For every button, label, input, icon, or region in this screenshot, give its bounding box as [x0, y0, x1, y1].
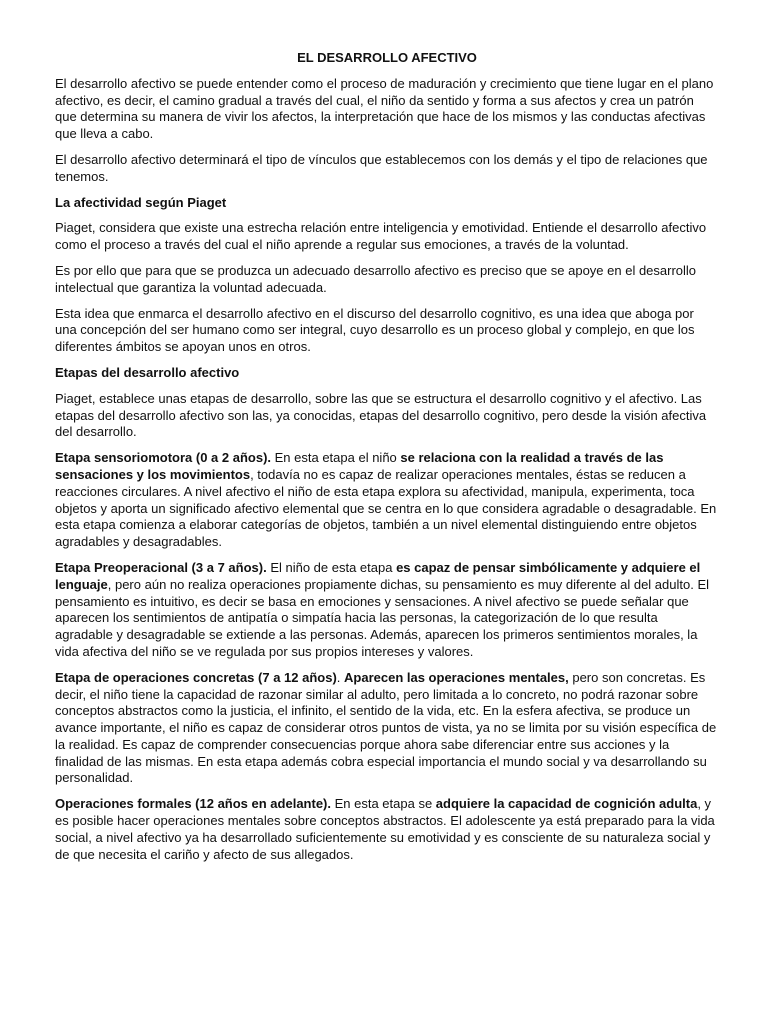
piaget-paragraph-1: Piaget, considera que existe una estrecha relación entre inteligencia y emotividad. Entiende el desarrollo afectivo como el proceso a través del cual el niño aprende a regular sus emociones, a través de la voluntad.: [55, 220, 707, 253]
stage-name: Etapa sensoriomotora (0 a 2 años).: [55, 450, 272, 466]
stage-text: pero son concretas. Es decir, el niño tiene la capacidad de razonar similar al adulto, pero limitada a lo concreto, no podrá razonar sobre conceptos abstractos como la justicia, el infinito, el sentido de la vida, etc. En la esfera afectiva, se produce un avance importante, el niño es capaz de considerar otros puntos de vista, ya no se limita por su visión específica de la realidad. Es capaz de comprender consecuencias porque ahora sabe diferenciar entre sus acciones y la finalidad de las mismas. En esta etapa además cobra especial importancia el mundo social y va desarrollando su personalidad.: [55, 669, 717, 786]
stage-operaciones-concretas: [55, 670, 719, 788]
stage-text: En esta etapa se: [331, 796, 436, 812]
stages-intro-paragraph: Piaget, establece unas etapas de desarrollo, sobre las que se estructura el desarrollo cognitivo y el afectivo. Las etapas del desarrollo afectivo son las, ya conocidas, etapas del desarrollo cognitivo, pero desde la visión afectiva del desarrollo.: [55, 390, 707, 440]
section-heading-stages: Etapas del desarrollo afectivo: [55, 364, 240, 380]
stage-name: Operaciones formales (12 años en adelante).: [55, 796, 331, 812]
stage-text: , todavía no es capaz de realizar operaciones mentales, éstas se reducen a reacciones circulares. A nivel afectivo el niño de esta etapa explora su afectividad, manipula, experimenta, toca objetos y aporta un significado afectivo elemental que se centra en lo que considera agradable o desagradable. En esta etapa comienza a elaborar categorías de objetos, también a un nivel elemental distinguiendo entre objetos agradables y desagradables.: [55, 466, 717, 550]
stage-highlight: se relaciona con la realidad a través de las sensaciones y los movimientos: [55, 450, 664, 482]
stage-operaciones-formales: [55, 796, 719, 863]
piaget-paragraph-2: Es por ello que para que se produzca un adecuado desarrollo afectivo es preciso que se apoye en el desarrollo intelectual que garantiza la voluntad adecuada.: [55, 262, 697, 295]
stage-highlight: es capaz de pensar simbólicamente y adquiere el lenguaje: [55, 559, 701, 592]
stage-name: Etapa de operaciones concretas (7 a 12 años): [55, 669, 337, 685]
stage-highlight: adquiere la capacidad de cognición adulta: [435, 796, 698, 812]
piaget-paragraph-3: Esta idea que enmarca el desarrollo afectivo en el discurso del desarrollo cognitivo, es una idea que aboga por una concepción del ser humano como ser integral, cuyo desarrollo es un proceso global y complejo, en que los diferentes ámbitos se apoyan unos en otros.: [55, 305, 695, 355]
section-heading-piaget: La afectividad según Piaget: [55, 194, 227, 210]
stage-text: , pero aún no realiza operaciones propiamente dichas, su pensamiento es muy diferente al del adulto. El pensamiento es intuitivo, es decir se basa en emociones y sensaciones. A nivel afectivo se puede señalar que aparecen los sentimientos de antipatía o simpatía hacia las personas, la categorización de lo que resulta agradable y desagradable se extiende a las personas. Además, aparecen los primeros sentimientos morales, la vida afectiva del niño se ve regulada por sus propios intereses y valores.: [55, 576, 710, 659]
stage-sensoriomotora: [55, 450, 719, 551]
stage-highlight: Aparecen las operaciones mentales,: [344, 669, 569, 685]
intro-paragraph-2: El desarrollo afectivo determinará el tipo de vínculos que establecemos con los demás y el tipo de relaciones que tenemos.: [55, 151, 708, 184]
stage-name: Etapa Preoperacional (3 a 7 años).: [55, 559, 267, 575]
stage-preoperacional: [55, 560, 719, 661]
stage-text: .: [336, 669, 345, 685]
stage-text: El niño de esta etapa: [266, 559, 397, 575]
stage-text: , y es posible hacer operaciones mentales sobre conceptos abstractos. El adolescente ya está preparado para la vida social, a nivel afectivo ya ha desarrollado suficientemente su emotividad y es consciente de su naturaleza social y de que necesita el cariño y afecto de sus allegados.: [55, 796, 715, 862]
intro-paragraph-1: El desarrollo afectivo se puede entender como el proceso de maduración y crecimiento que tiene lugar en el plano afectivo, es decir, el camino gradual a través del cual, el niño da sentido y forma a sus afectos y crea un patrón que determina su manera de vivir los afectos, la interpretación que hace de los mismos y las conductas afectivas que lleva a cabo.: [55, 75, 714, 142]
document-title: EL DESARROLLO AFECTIVO: [297, 50, 477, 65]
stage-text: En esta etapa el niño: [271, 450, 401, 466]
document-page: [55, 50, 719, 872]
